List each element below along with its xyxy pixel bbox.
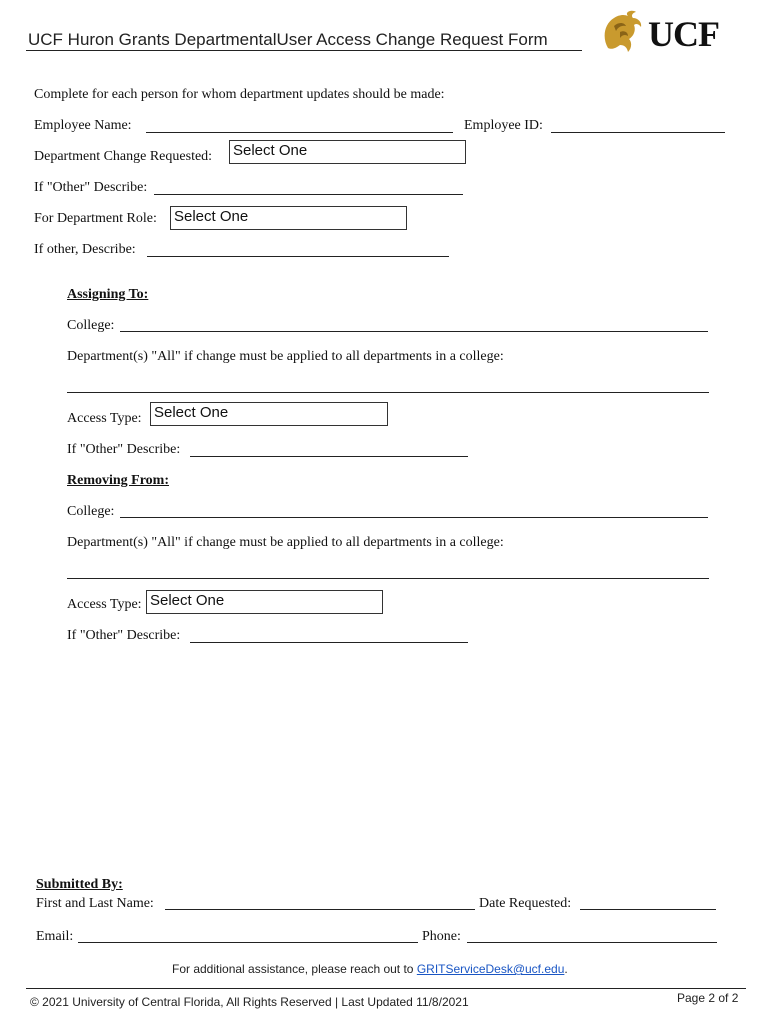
dept-role-select[interactable]: Select One <box>170 206 407 230</box>
removing-access-type-select[interactable]: Select One <box>146 590 383 614</box>
ucf-logo <box>598 8 738 58</box>
pegasus-icon <box>598 8 648 56</box>
date-requested-field[interactable] <box>580 909 716 910</box>
assigning-heading: Assigning To: <box>67 287 149 302</box>
assistance-note <box>172 962 568 976</box>
removing-college-label: College: <box>67 504 115 519</box>
employee-name-field[interactable] <box>146 132 453 133</box>
email-label: Email: <box>36 929 74 944</box>
assigning-other-describe-label: If "Other" Describe: <box>67 442 181 457</box>
removing-other-describe-label: If "Other" Describe: <box>67 628 181 643</box>
date-requested-label: Date Requested: <box>479 896 572 911</box>
assistance-suffix: . <box>564 962 568 976</box>
form-title: UCF Huron Grants DepartmentalUser Access Change Request Form <box>28 30 548 49</box>
removing-departments-label: Department(s) "All" if change must be applied to all departments in a college: <box>67 535 504 550</box>
other-describe-field-2[interactable] <box>147 256 449 257</box>
submitted-name-field[interactable] <box>165 909 475 910</box>
header-rule <box>26 50 582 51</box>
submitted-name-label: First and Last Name: <box>36 896 154 911</box>
dept-change-label: Department Change Requested: <box>34 149 213 164</box>
employee-name-label: Employee Name: <box>34 118 132 133</box>
assistance-prefix: For additional assistance, please reach out to <box>172 962 417 976</box>
assigning-college-label: College: <box>67 318 115 333</box>
assigning-access-type-label: Access Type: <box>67 411 142 426</box>
footer-rule <box>26 988 746 989</box>
other-describe-label-1: If "Other" Describe: <box>34 180 148 195</box>
email-field[interactable] <box>78 942 418 943</box>
removing-departments-field[interactable] <box>67 578 709 579</box>
assigning-college-field[interactable] <box>120 331 708 332</box>
intro-text: Complete for each person for whom department updates should be made: <box>34 87 445 102</box>
assigning-departments-label: Department(s) "All" if change must be applied to all departments in a college: <box>67 349 504 364</box>
assigning-departments-field[interactable] <box>67 392 709 393</box>
dept-change-select[interactable]: Select One <box>229 140 466 164</box>
other-describe-label-2: If other, Describe: <box>34 242 136 257</box>
page-number: Page 2 of 2 <box>677 991 739 1005</box>
employee-id-label: Employee ID: <box>464 118 543 133</box>
dept-role-label: For Department Role: <box>34 211 157 226</box>
phone-field[interactable] <box>467 942 717 943</box>
assigning-other-describe-field[interactable] <box>190 456 468 457</box>
assigning-access-type-select[interactable]: Select One <box>150 402 388 426</box>
removing-heading: Removing From: <box>67 473 169 488</box>
removing-college-field[interactable] <box>120 517 708 518</box>
submitted-heading: Submitted By: <box>36 877 123 892</box>
employee-id-field[interactable] <box>551 132 725 133</box>
ucf-wordmark: UCF <box>648 14 719 54</box>
removing-access-type-label: Access Type: <box>67 597 142 612</box>
phone-label: Phone: <box>422 929 461 944</box>
other-describe-field-1[interactable] <box>154 194 463 195</box>
service-desk-email-link[interactable]: GRITServiceDesk@ucf.edu <box>416 962 565 976</box>
removing-other-describe-field[interactable] <box>190 642 468 643</box>
copyright: © 2021 University of Central Florida, All Rights Reserved | Last Updated 11/8/2021 <box>30 995 469 1009</box>
